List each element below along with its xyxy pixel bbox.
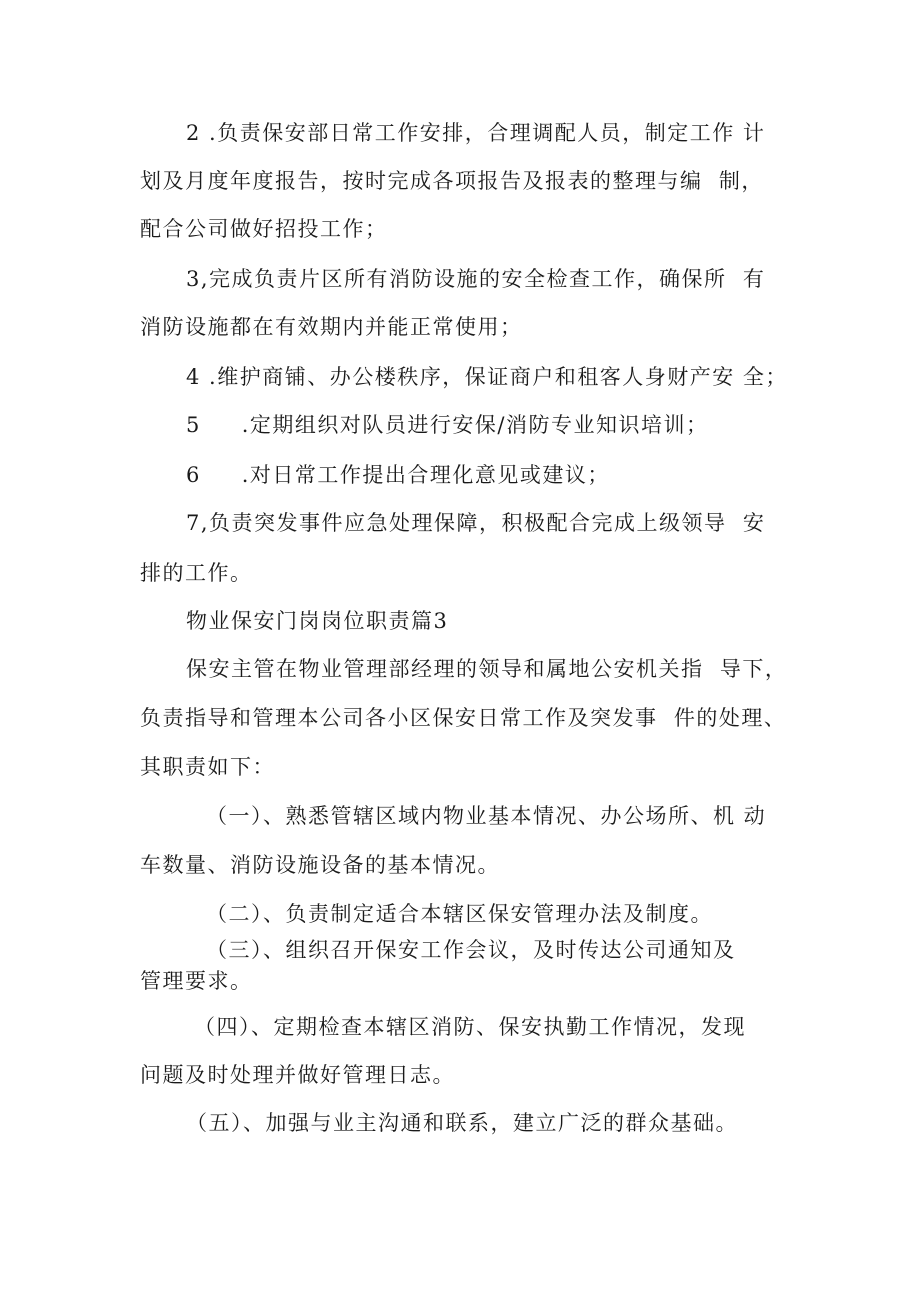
section-heading: 物业保安门岗岗位职责篇3 xyxy=(186,609,449,633)
text-line: 5 .定期组织对队员进行安保/消防专业知识培训； xyxy=(186,413,709,437)
text-line: 其职责如下： xyxy=(140,755,275,779)
text-line: 6 .对日常工作提出合理化意见或建议； xyxy=(186,463,610,487)
text-line: 配合公司做好招投工作； xyxy=(140,217,388,241)
text-line: 问题及时处理并做好管理日志。 xyxy=(140,1063,455,1087)
text-line: （五）、加强与业主沟通和联系，建立广泛的群众基础。 xyxy=(186,1111,738,1135)
text-line: 划及月度年度报告，按时完成各项报告及报表的整理与编 制， xyxy=(140,169,764,193)
text-line: （四）、定期检查本辖区消防、保安执勤工作情况，发现 xyxy=(194,1015,746,1039)
text-line: 保安主管在物业管理部经理的领导和属地公安机关指 导下， xyxy=(186,657,788,681)
text-line: （三）、组织召开保安工作会议，及时传达公司通知及 xyxy=(206,938,736,962)
text-line: 3,完成负责片区所有消防设施的安全检查工作，确保所 有 xyxy=(186,267,766,291)
text-line: （二）、负责制定适合本辖区保安管理办法及制度。 xyxy=(206,902,713,926)
text-line: 管理要求。 xyxy=(140,969,253,993)
text-line: 2 .负责保安部日常工作安排，合理调配人员，制定工作 计 xyxy=(186,121,766,145)
text-line: 排的工作。 xyxy=(140,561,253,585)
text-line: （一）、熟悉管辖区域内物业基本情况、办公场所、机 动 xyxy=(206,804,767,828)
text-line: 车数量、消防设施设备的基本情况。 xyxy=(140,853,500,877)
text-line: 消防设施都在有效期内并能正常使用； xyxy=(140,315,523,339)
text-line: 负责指导和管理本公司各小区保安日常工作及突发事 件的处理、 xyxy=(140,706,787,730)
text-line: 4 .维护商铺、办公楼秩序，保证商户和租客人身财产安 全； xyxy=(186,365,788,389)
text-line: 7,负责突发事件应急处理保障，积极配合完成上级领导 安 xyxy=(186,511,766,535)
